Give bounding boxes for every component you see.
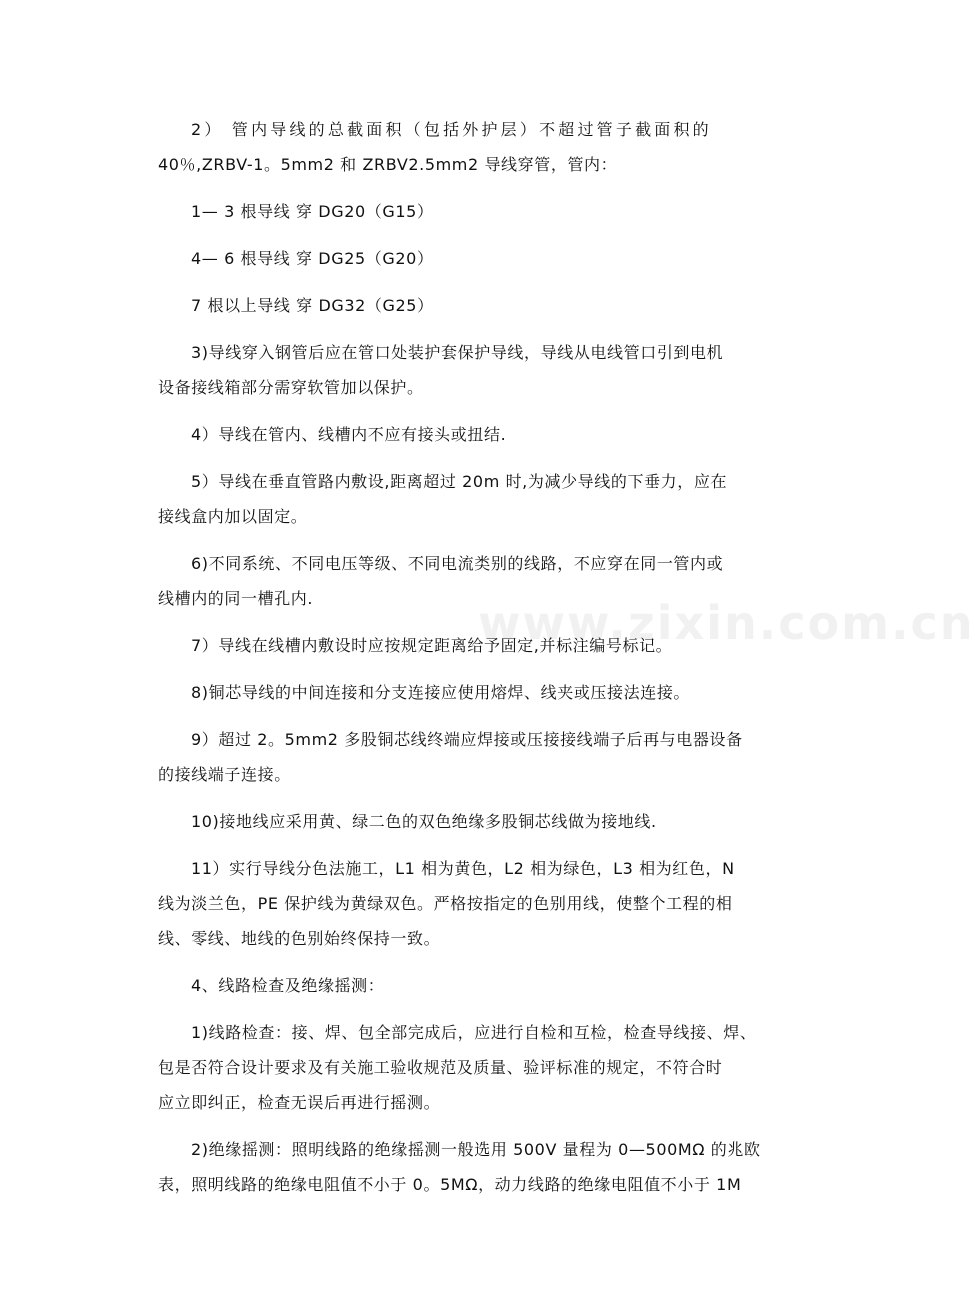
paragraph-3-sleeve-protection	[158, 335, 784, 405]
paragraph-1-3-wires	[158, 194, 784, 229]
text-line: 线、零线、地线的色别始终保持一致。	[158, 929, 441, 948]
text-line: 8)铜芯导线的中间连接和分支连接应使用熔焊、线夹或压接法连接。	[191, 683, 691, 702]
text-line: 6)不同系统、不同电压等级、不同电流类别的线路，不应穿在同一管内或	[191, 554, 724, 573]
text-line: 接线盒内加以固定。	[158, 507, 308, 526]
text-line: 线槽内的同一槽孔内.	[158, 589, 314, 608]
paragraph-8-copper-connections	[158, 675, 784, 710]
text-line: 4— 6 根导线 穿 DG25（G20）	[191, 249, 434, 268]
text-line: 设备接线箱部分需穿软管加以保护。	[158, 378, 424, 397]
text-line: 2） 管内导线的总截面积（包括外护层）不超过管子截面积的	[191, 120, 712, 139]
text-line: 应立即纠正，检查无误后再进行摇测。	[158, 1093, 441, 1112]
text-line: 40％,ZRBV-1。5mm2 和 ZRBV2.5mm2 导线穿管，管内：	[158, 155, 618, 174]
text-line: 包是否符合设计要求及有关施工验收规范及质量、验评标准的规定，不符合时	[158, 1058, 723, 1077]
paragraph-6-separate-systems	[158, 546, 784, 616]
paragraph-7-plus-wires	[158, 288, 784, 323]
text-line: 3)导线穿入钢管后应在管口处装护套保护导线，导线从电线管口引到电机	[191, 343, 724, 362]
text-line: 5）导线在垂直管路内敷设,距离超过 20m 时,为减少导线的下垂力，应在	[191, 472, 728, 491]
paragraph-11-color-coding	[158, 851, 784, 956]
text-line: 线为淡兰色，PE 保护线为黄绿双色。严格按指定的色别用线，使整个工程的相	[158, 894, 733, 913]
text-line: 表，照明线路的绝缘电阻值不小于 0。5MΩ，动力线路的绝缘电阻值不小于 1M	[158, 1175, 742, 1194]
text-line: 4）导线在管内、线槽内不应有接头或扭结.	[191, 425, 507, 444]
paragraph-1-line-inspection	[158, 1015, 784, 1120]
text-line: 7 根以上导线 穿 DG32（G25）	[191, 296, 434, 315]
watermark-text: www.zixin.com.cn	[478, 596, 975, 650]
paragraph-9-terminal-lugs	[158, 722, 784, 792]
paragraph-2-insulation-test	[158, 1132, 784, 1202]
text-line: 1— 3 根导线 穿 DG20（G15）	[191, 202, 434, 221]
document-body	[158, 112, 784, 1202]
paragraph-5-vertical-runs	[158, 464, 784, 534]
paragraph-2-conduit-area	[158, 112, 784, 182]
paragraph-4-no-joints	[158, 417, 784, 452]
section-heading: 4、线路检查及绝缘摇测：	[191, 976, 385, 995]
text-line: 11）实行导线分色法施工，L1 相为黄色，L2 相为绿色，L3 相为红色，N	[191, 859, 735, 878]
text-line: 10)接地线应采用黄、绿二色的双色绝缘多股铜芯线做为接地线.	[191, 812, 657, 831]
text-line: 7）导线在线槽内敷设时应按规定距离给予固定,并标注编号标记。	[191, 636, 673, 655]
paragraph-7-trunking-fixing	[158, 628, 784, 663]
text-line: 9）超过 2。5mm2 多股铜芯线终端应焊接或压接接线端子后再与电器设备	[191, 730, 743, 749]
section-heading-line-inspection	[158, 968, 784, 1003]
paragraph-10-ground-wire	[158, 804, 784, 839]
text-line: 2)绝缘摇测：照明线路的绝缘摇测一般选用 500V 量程为 0—500MΩ 的兆欧	[191, 1140, 761, 1159]
text-line: 1)线路检查：接、焊、包全部完成后，应进行自检和互检，检查导线接、焊、	[191, 1023, 757, 1042]
text-line: 的接线端子连接。	[158, 765, 291, 784]
paragraph-4-6-wires	[158, 241, 784, 276]
